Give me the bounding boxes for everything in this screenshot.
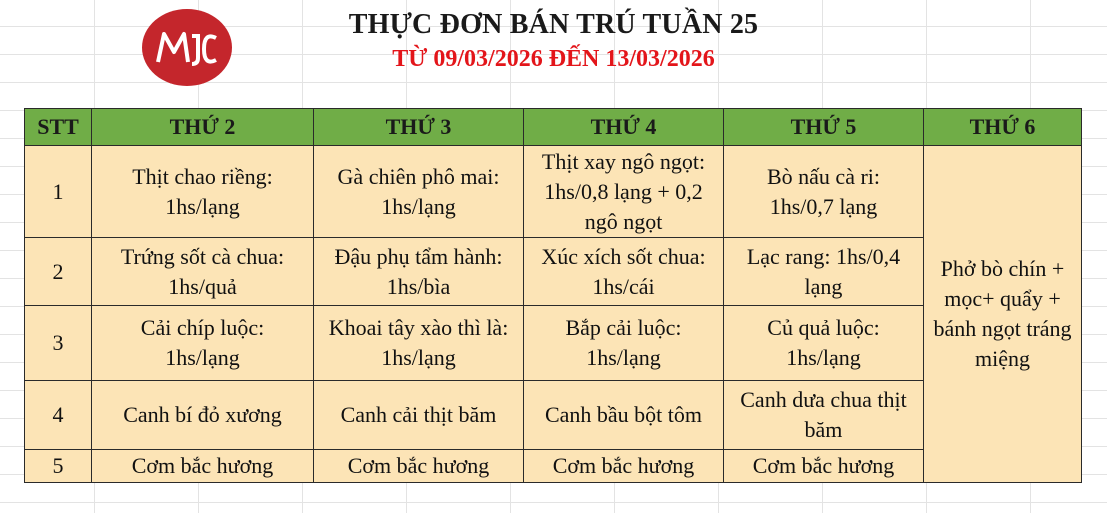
column-header-tuesday: THỨ 3 [314,109,524,146]
menu-cell: Cơm bắc hương [92,450,314,483]
column-header-friday: THỨ 6 [924,109,1082,146]
menu-cell: Xúc xích sốt chua: 1hs/cái [524,238,724,306]
menu-cell: Thịt xay ngô ngọt: 1hs/0,8 lạng + 0,2 ngô ngọt [524,146,724,238]
column-header-wednesday: THỨ 4 [524,109,724,146]
table-header-row [25,109,1082,146]
menu-cell: Lạc rang: 1hs/0,4 lạng [724,238,924,306]
menu-cell: Canh cải thịt băm [314,381,524,450]
menu-cell: Cơm bắc hương [724,450,924,483]
stt-cell: 2 [25,238,92,306]
menu-table [24,108,1082,483]
menu-cell: Khoai tây xào thì là: 1hs/lạng [314,306,524,381]
table-row [25,306,1082,381]
menu-cell: Canh dưa chua thịt băm [724,381,924,450]
stt-cell: 1 [25,146,92,238]
stt-cell: 3 [25,306,92,381]
friday-menu-cell: Phở bò chín + mọc+ quẩy + bánh ngọt tráng miệng [924,146,1082,483]
svg-text:MJC: MJC [154,27,156,29]
menu-cell: Canh bí đỏ xương [92,381,314,450]
column-header-stt: STT [25,109,92,146]
stt-cell: 4 [25,381,92,450]
date-range: TỪ 09/03/2026 ĐẾN 13/03/2026 [392,46,715,72]
menu-cell: Cải chíp luộc: 1hs/lạng [92,306,314,381]
menu-cell: Cơm bắc hương [314,450,524,483]
menu-cell: Bò nấu cà ri: 1hs/0,7 lạng [724,146,924,238]
column-header-monday: THỨ 2 [92,109,314,146]
menu-cell: Gà chiên phô mai: 1hs/lạng [314,146,524,238]
menu-cell: Đậu phụ tẩm hành: 1hs/bìa [314,238,524,306]
menu-cell: Bắp cải luộc: 1hs/lạng [524,306,724,381]
table-row [25,146,1082,238]
table-row [25,381,1082,450]
column-header-thursday: THỨ 5 [724,109,924,146]
stt-cell: 5 [25,450,92,483]
page-title: THỰC ĐƠN BÁN TRÚ TUẦN 25 [348,9,759,40]
menu-cell: Canh bầu bột tôm [524,381,724,450]
menu-cell: Củ quả luộc: 1hs/lạng [724,306,924,381]
menu-cell: Thịt chao riềng: 1hs/lạng [92,146,314,238]
menu-cell: Trứng sốt cà chua: 1hs/quả [92,238,314,306]
menu-cell: Cơm bắc hương [524,450,724,483]
table-row [25,238,1082,306]
table-row [25,450,1082,483]
